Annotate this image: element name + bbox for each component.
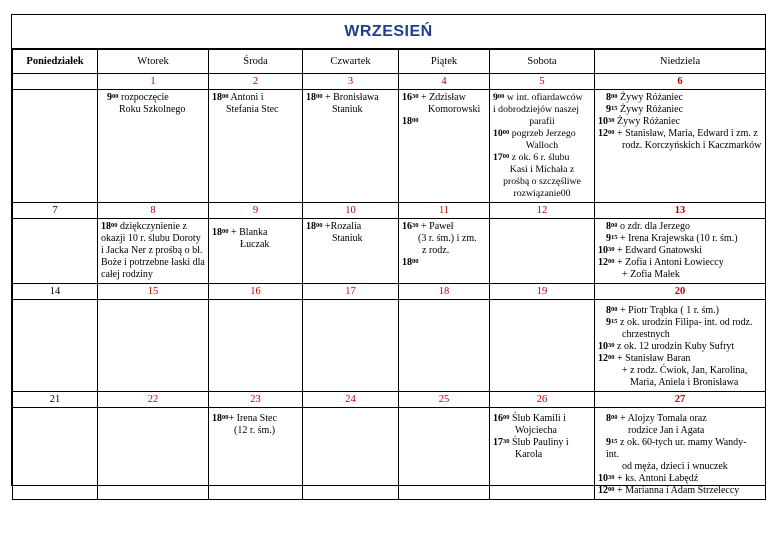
event-text: + Irena Krajewska (10 r. śm.) — [617, 233, 738, 244]
day-cell — [490, 408, 595, 500]
event-text: Wojciecha — [515, 425, 557, 436]
event-text: Staniuk — [332, 233, 363, 244]
event-time: 18 — [212, 227, 222, 238]
date-number: 26 — [490, 392, 595, 408]
event-time: 9 — [606, 437, 611, 448]
event-text: dziękczynienie z — [117, 221, 187, 232]
weekday-label: Sobota — [490, 50, 595, 74]
weekday-label: Wtorek — [98, 50, 209, 74]
date-number: 3 — [303, 74, 399, 90]
date-row — [13, 392, 766, 408]
date-number: 12 — [490, 203, 595, 219]
date-number: 15 — [98, 284, 209, 300]
event-text: Żywy Różaniec — [614, 116, 681, 127]
event-time-min: 00 — [611, 93, 618, 100]
date-number: 6 — [595, 74, 766, 90]
event-text: z ok. 60-tych ur. mamy Wandy- int. — [606, 437, 747, 460]
event-text: okazji 10 r. ślubu Doroty — [101, 233, 201, 244]
event-text: rozpoczęcie — [118, 92, 169, 103]
date-number: 10 — [303, 203, 399, 219]
day-cell — [595, 219, 766, 284]
date-number: 11 — [399, 203, 490, 219]
event-time: 18 — [306, 92, 316, 103]
event-time: 9 — [107, 92, 112, 103]
date-number: 1 — [98, 74, 209, 90]
event-text: całej rodziny — [101, 269, 153, 280]
events-row — [13, 90, 766, 203]
event-time-min: 00 — [502, 153, 510, 160]
event-text: + Stanisław, Maria, Edward i zm. z — [614, 128, 758, 139]
event-time-min: 30 — [412, 93, 419, 100]
event-time-min: 30 — [503, 438, 510, 445]
event-time-min: 00 — [412, 117, 419, 124]
event-time: 18 — [402, 257, 412, 268]
day-cell — [490, 300, 595, 392]
event-time-min: 15 — [611, 234, 618, 241]
event-text: od męża, dzieci i wnuczek — [622, 461, 728, 472]
event-text: rodzice Jan i Agata — [628, 425, 705, 436]
event-text: pogrzeb Jerzego — [509, 128, 576, 139]
date-number: 24 — [303, 392, 399, 408]
date-row — [13, 203, 766, 219]
event-text: (12 r. śm.) — [234, 425, 276, 436]
events-row — [13, 300, 766, 392]
event-text: Komorowski — [428, 104, 481, 115]
day-cell — [209, 219, 303, 284]
event-time: 16 — [402, 221, 412, 232]
event-text: rozwiązanie00 — [513, 188, 571, 199]
event-text: (3 r. śm.) i zm. — [418, 233, 477, 244]
date-number: 9 — [209, 203, 303, 219]
event-time-min: 30 — [608, 246, 615, 253]
event-time: 9 — [606, 104, 611, 115]
date-number: 4 — [399, 74, 490, 90]
event-text: + Marianna i Adam Strzeleccy — [614, 485, 740, 496]
event-time: 12 — [598, 257, 608, 268]
event-time-min: 30 — [608, 117, 615, 124]
event-time-min: 00 — [608, 354, 615, 361]
event-text: + ks. Antoni Łabędź — [614, 473, 699, 484]
calendar — [11, 14, 766, 496]
day-cell — [13, 408, 98, 500]
event-time: 17 — [493, 437, 503, 448]
date-number: 17 — [303, 284, 399, 300]
event-time-min: 30 — [608, 474, 615, 481]
event-time-min: 00 — [316, 93, 323, 100]
date-row — [13, 284, 766, 300]
event-text: Karola — [515, 449, 543, 460]
event-time: 16 — [493, 413, 503, 424]
date-number — [13, 74, 98, 90]
weekday-label: Czwartek — [303, 50, 399, 74]
event-time-min: 00 — [316, 222, 323, 229]
event-text: Ślub Pauliny i — [509, 437, 569, 448]
day-cell — [399, 90, 490, 203]
day-cell — [595, 408, 766, 500]
event-time: 8 — [606, 92, 611, 103]
event-time-min: 00 — [502, 129, 510, 136]
event-time-min: 00 — [608, 129, 615, 136]
date-number: 8 — [98, 203, 209, 219]
month-title: WRZESIEŃ — [12, 15, 765, 49]
event-text: + Piotr Trąbka ( 1 r. śm.) — [617, 305, 719, 316]
date-number: 5 — [490, 74, 595, 90]
event-text: Walloch — [525, 140, 559, 151]
day-cell — [98, 219, 209, 284]
event-time: 18 — [402, 116, 412, 127]
event-time: 18 — [212, 413, 222, 424]
event-text: + Zdzisław — [418, 92, 466, 103]
event-time-min: 00 — [222, 93, 229, 100]
event-text: Maria, Aniela i Bronisława — [630, 377, 739, 388]
day-cell — [399, 300, 490, 392]
date-number: 13 — [595, 203, 766, 219]
event-text: + Zofia Małek — [622, 269, 680, 280]
event-text: +Rozalia — [322, 221, 362, 232]
event-time-min: 15 — [611, 438, 618, 445]
event-text: o zdr. dla Jerzego — [617, 221, 690, 232]
event-time: 18 — [212, 92, 222, 103]
date-number: 25 — [399, 392, 490, 408]
day-cell — [595, 90, 766, 203]
event-text: i Jacka Ner z prośbą o bł. — [101, 245, 203, 256]
day-cell — [490, 219, 595, 284]
event-time-min: 00 — [608, 258, 615, 265]
day-cell — [303, 219, 399, 284]
event-text: i dobrodziejów naszej — [493, 104, 579, 115]
event-time-min: 00 — [412, 258, 419, 265]
day-cell — [303, 90, 399, 203]
event-time: 8 — [606, 413, 611, 424]
date-number: 16 — [209, 284, 303, 300]
day-cell — [595, 300, 766, 392]
day-cell — [209, 300, 303, 392]
event-time-min: 00 — [222, 228, 229, 235]
day-cell — [13, 219, 98, 284]
weekday-label: Poniedziałek — [13, 50, 98, 74]
day-cell — [399, 408, 490, 500]
event-text: + Stanisław Baran — [614, 353, 691, 364]
event-text: + Bronisława — [322, 92, 379, 103]
event-time-min: 00 — [611, 414, 618, 421]
event-time: 16 — [402, 92, 412, 103]
event-time-min: 30 — [412, 222, 419, 229]
weekday-label: Piątek — [399, 50, 490, 74]
date-number: 18 — [399, 284, 490, 300]
event-text: + Zofia i Antoni Łowieccy — [614, 257, 724, 268]
date-number: 23 — [209, 392, 303, 408]
event-text: w int. ofiardawców — [504, 92, 583, 103]
date-number: 2 — [209, 74, 303, 90]
event-time-min: 00 — [112, 93, 119, 100]
event-text: z ok. 6 r. ślubu — [509, 152, 570, 163]
event-time: 12 — [598, 128, 608, 139]
event-text: + Blanka — [228, 227, 268, 238]
date-number: 7 — [13, 203, 98, 219]
event-time-min: 00 — [111, 222, 118, 229]
event-text: + Alojzy Tomala oraz — [617, 413, 707, 424]
event-time-min: 00 — [222, 414, 229, 421]
event-text: + Irena Stec — [228, 413, 277, 424]
day-cell — [13, 300, 98, 392]
event-time-min: 00 — [608, 486, 615, 493]
day-cell — [303, 408, 399, 500]
day-cell — [98, 90, 209, 203]
day-cell — [98, 408, 209, 500]
event-time: 8 — [606, 221, 611, 232]
event-time: 10 — [598, 116, 608, 127]
event-time: 17 — [493, 152, 503, 163]
event-text: z rodz. — [422, 245, 450, 256]
event-text: prośbą o szczęśliwe — [503, 176, 581, 187]
event-text: Roku Szkolnego — [119, 104, 186, 115]
weekday-label: Środa — [209, 50, 303, 74]
date-number: 27 — [595, 392, 766, 408]
event-text: z ok. urodzin Filipa- int. od rodz. — [617, 317, 753, 328]
event-time-min: 15 — [611, 105, 618, 112]
event-text: Łuczak — [240, 239, 270, 250]
calendar-grid — [12, 49, 766, 500]
event-time: 9 — [606, 233, 611, 244]
event-text: z ok. 12 urodzin Kuby Sufryt — [614, 341, 735, 352]
date-number: 22 — [98, 392, 209, 408]
event-time: 9 — [606, 317, 611, 328]
event-text: Boże i potrzebne łaski dla — [101, 257, 205, 268]
event-time: 8 — [606, 305, 611, 316]
weekday-label: Niedziela — [595, 50, 766, 74]
event-time: 10 — [598, 245, 608, 256]
event-text: chrzestnych — [622, 329, 670, 340]
events-row — [13, 219, 766, 284]
event-time-min: 00 — [611, 222, 618, 229]
event-time: 9 — [493, 92, 498, 103]
day-cell — [209, 90, 303, 203]
day-cell — [98, 300, 209, 392]
event-time: 10 — [493, 128, 503, 139]
event-time: 18 — [306, 221, 316, 232]
event-text: Kasi i Michała z — [509, 164, 575, 175]
event-time-min: 00 — [503, 414, 510, 421]
day-cell — [209, 408, 303, 500]
day-cell — [303, 300, 399, 392]
event-time: 12 — [598, 485, 608, 496]
event-text: + Edward Gnatowski — [614, 245, 703, 256]
event-time-min: 00 — [497, 93, 505, 100]
event-text: Ślub Kamili i — [509, 413, 566, 424]
event-text: Antoni i — [228, 92, 264, 103]
date-number: 21 — [13, 392, 98, 408]
event-text: Żywy Różaniec — [617, 92, 684, 103]
day-cell — [490, 90, 595, 203]
event-text: rodz. Korczyńskich i Kaczmarków — [622, 140, 762, 151]
event-text: parafii — [529, 116, 555, 127]
date-number: 14 — [13, 284, 98, 300]
date-number: 19 — [490, 284, 595, 300]
date-row — [13, 74, 766, 90]
event-time-min: 00 — [611, 306, 618, 313]
day-cell — [399, 219, 490, 284]
event-text: + Paweł — [418, 221, 454, 232]
day-cell — [13, 90, 98, 203]
event-time-min: 15 — [611, 318, 618, 325]
event-text: Żywy Różaniec — [617, 104, 684, 115]
event-time: 18 — [101, 221, 111, 232]
events-row — [13, 408, 766, 500]
event-text: + z rodz. Ćwiok, Jan, Karolina, — [622, 365, 748, 376]
event-time-min: 30 — [608, 342, 615, 349]
event-time: 10 — [598, 473, 608, 484]
event-text: Staniuk — [332, 104, 363, 115]
date-number: 20 — [595, 284, 766, 300]
event-time: 12 — [598, 353, 608, 364]
event-time: 10 — [598, 341, 608, 352]
weekday-header — [13, 50, 766, 74]
event-text: Stefania Stec — [226, 104, 279, 115]
